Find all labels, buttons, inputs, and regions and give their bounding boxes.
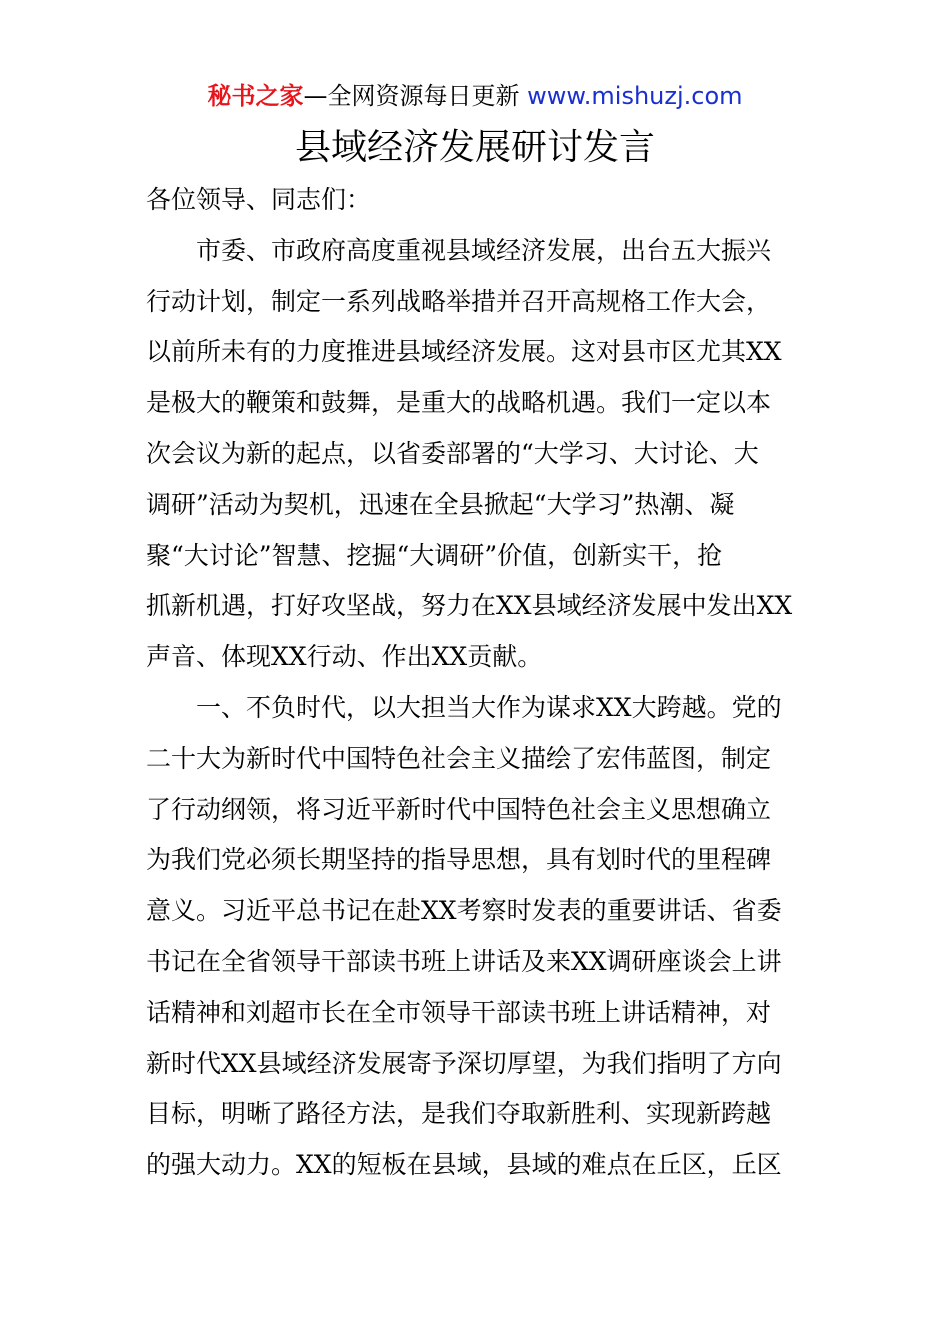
text-line: 是极大的鞭策和鼓舞，是重大的战略机遇。我们一定以本	[146, 388, 772, 418]
text-line: 的强大动力。XX的短板在县域，县域的难点在丘区，丘区	[146, 1150, 782, 1180]
document-title: 县域经济发展研讨发言	[294, 127, 655, 168]
text-line: 次会议为新的起点，以省委部署的“大学习、大讨论、大	[146, 438, 759, 468]
text-line: 行动计划，制定一系列战略举措并召开高规格工作大会，	[146, 286, 772, 316]
text-line: 一、不负时代，以大担当大作为谋求XX大跨越。党的	[196, 692, 782, 722]
text-line: 声音、体现XX行动、作出XX贡献。	[146, 642, 543, 672]
salutation: 各位领导、同志们：	[146, 185, 372, 214]
text-line: 话精神和刘超市长在全市领导干部读书班上讲话精神，对	[146, 997, 772, 1027]
document-body	[146, 175, 806, 1191]
text-line: 了行动纲领，将习近平新时代中国特色社会主义思想确立	[146, 794, 772, 824]
text-line: 意义。习近平总书记在赴XX考察时发表的重要讲话、省委	[146, 896, 782, 926]
text-line: 新时代XX县域经济发展寄予深切厚望，为我们指明了方向	[146, 1048, 782, 1078]
header-tagline: —全网资源每日更新	[303, 82, 520, 110]
text-line: 市委、市政府高度重视县域经济发展，出台五大振兴	[196, 235, 772, 265]
text-line: 目标，明晰了路径方法，是我们夺取新胜利、实现新跨越	[146, 1099, 772, 1129]
text-line: 书记在全省领导干部读书班上讲话及来XX调研座谈会上讲	[146, 946, 782, 976]
text-line: 以前所未有的力度推进县域经济发展。这对县市区尤其XX	[146, 337, 782, 367]
text-line: 二十大为新时代中国特色社会主义描绘了宏伟蓝图，制定	[146, 743, 772, 773]
text-line: 抓新机遇，打好攻坚战，努力在XX县域经济发展中发出XX	[146, 591, 793, 621]
text-line: 为我们党必须长期坚持的指导思想，具有划时代的里程碑	[146, 845, 772, 875]
header-site-link[interactable]: www.mishuzj.com	[527, 82, 743, 110]
page-header	[0, 80, 950, 112]
brand-name: 秘书之家	[207, 82, 304, 110]
text-line: 调研”活动为契机，迅速在全县掀起“大学习”热潮、凝	[146, 489, 735, 519]
text-line: 聚“大讨论”智慧、挖掘“大调研”价值，创新实干，抢	[146, 540, 723, 570]
